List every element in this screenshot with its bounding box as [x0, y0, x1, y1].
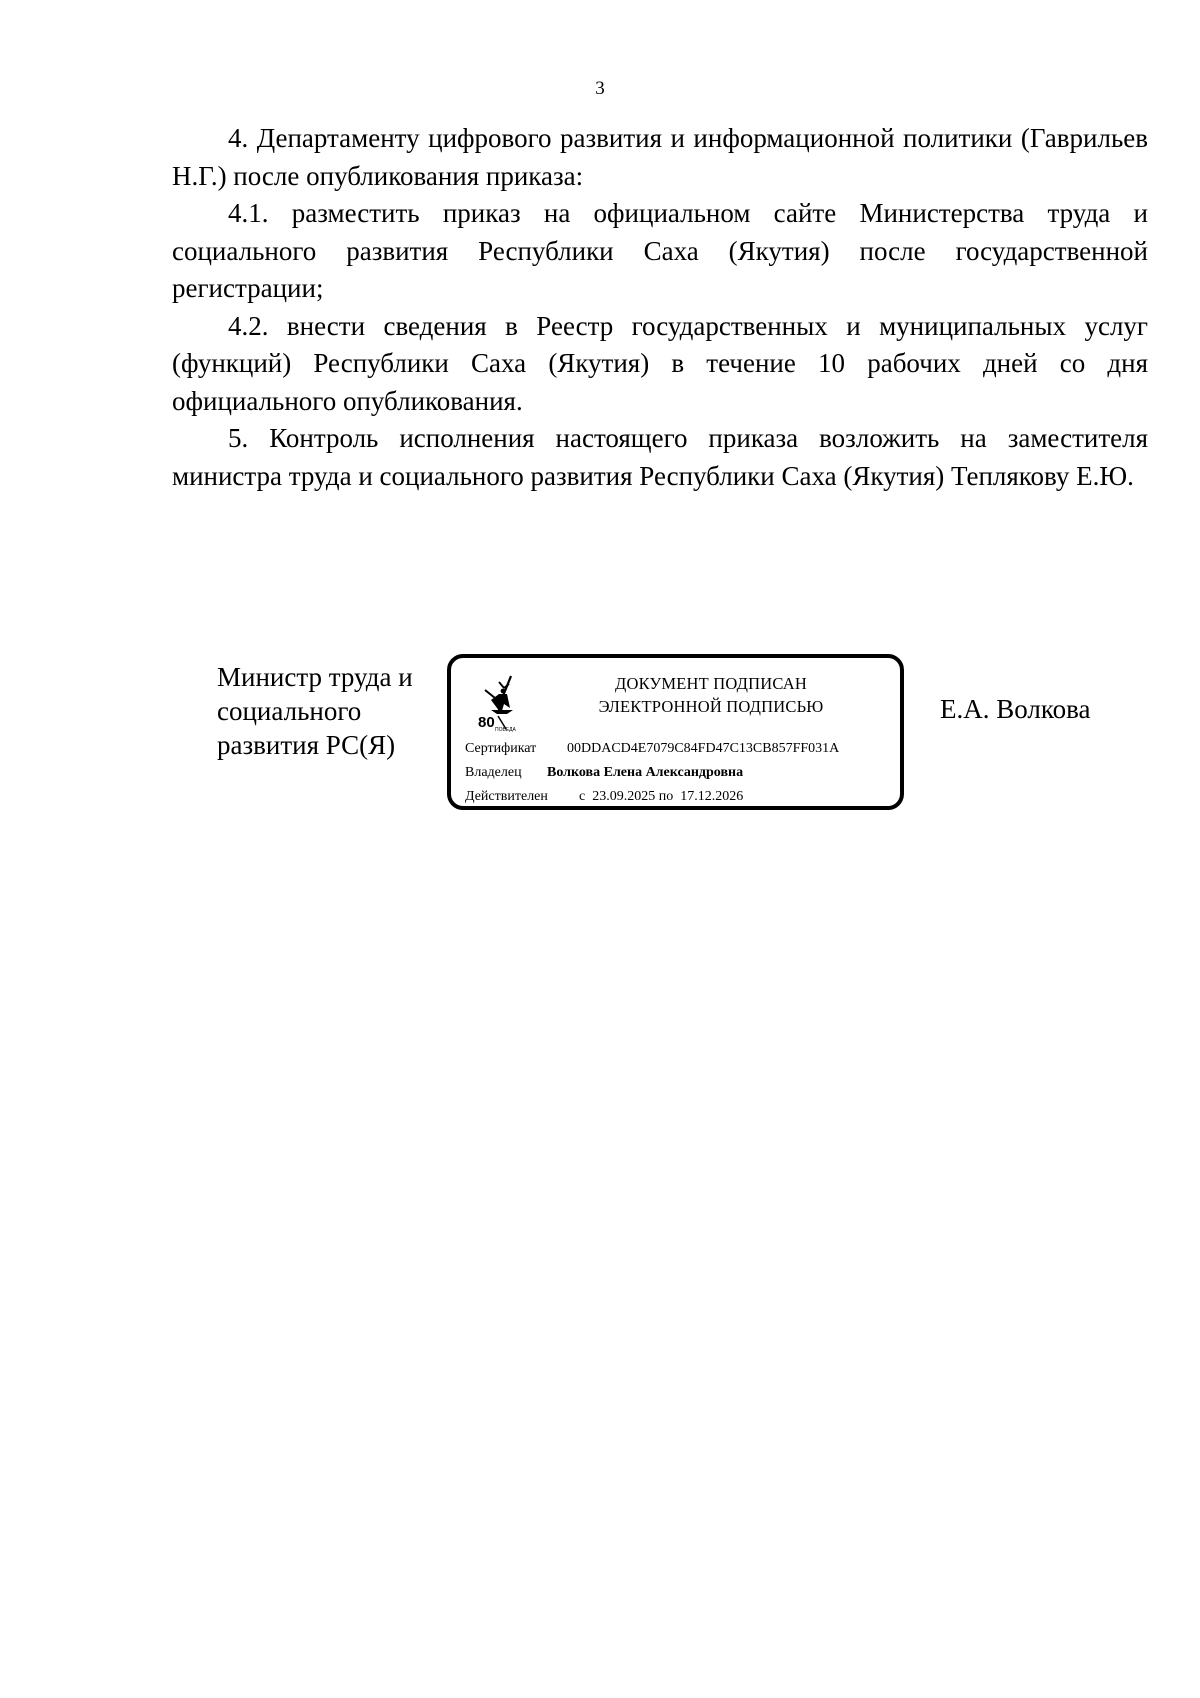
paragraph-5: 5. Контроль исполнения настоящего приказа возложить на заместителя министра труда и социального развития Республики Саха (Якутия) Теплякову Е.Ю. — [172, 423, 1148, 491]
victory-emblem-icon — [477, 674, 527, 732]
signatory-title — [217, 660, 447, 762]
electronic-signature-stamp — [447, 654, 904, 810]
validity-label: Действителен — [465, 789, 548, 804]
signatory-name: Е.А. Волкова — [940, 694, 1091, 724]
stamp-heading: ДОКУМЕНТ ПОДПИСАН ЭЛЕКТРОННОЙ ПОДПИСЬЮ — [598, 674, 824, 716]
certificate-label: Сертификат — [465, 741, 537, 756]
paragraph-4-2: 4.2. внести сведения в Реестр государственных и муниципальных услуг (функций) Республики Саха (Якутия) в течение 10 рабочих дней со дня официального опубликования. — [172, 310, 1148, 416]
stamp-certificate-row — [465, 740, 839, 758]
signatory-title-line: развития РС(Я) — [217, 730, 396, 760]
signatory-title-line: Министр труда и — [217, 662, 413, 692]
signatory-title-line: социального — [217, 696, 362, 726]
owner-value: Волкова Елена Александровна — [547, 765, 744, 780]
stamp-owner-row — [465, 764, 743, 782]
owner-label: Владелец — [465, 765, 522, 780]
paragraph-4: 4. Департаменту цифрового развития и информационной политики (Гаврильев Н.Г.) после опубликования приказа: — [172, 123, 1148, 191]
stamp-validity-row — [465, 788, 743, 806]
certificate-value: 00DDACD4E7079C84FD47C13CB857FF031A — [567, 741, 840, 756]
validity-value: с 23.09.2025 по 17.12.2026 — [579, 789, 744, 804]
svg-text:80: 80 — [478, 714, 495, 731]
paragraph-4-1: 4.1. разместить приказ на официальном сайте Министерства труда и социального развития Республики Саха (Якутия) после государственной регистрации; — [172, 198, 1148, 303]
document-body — [172, 120, 1148, 495]
svg-text:ПОБЕДА: ПОБЕДА — [495, 727, 516, 732]
page-number: 3 — [595, 78, 605, 99]
